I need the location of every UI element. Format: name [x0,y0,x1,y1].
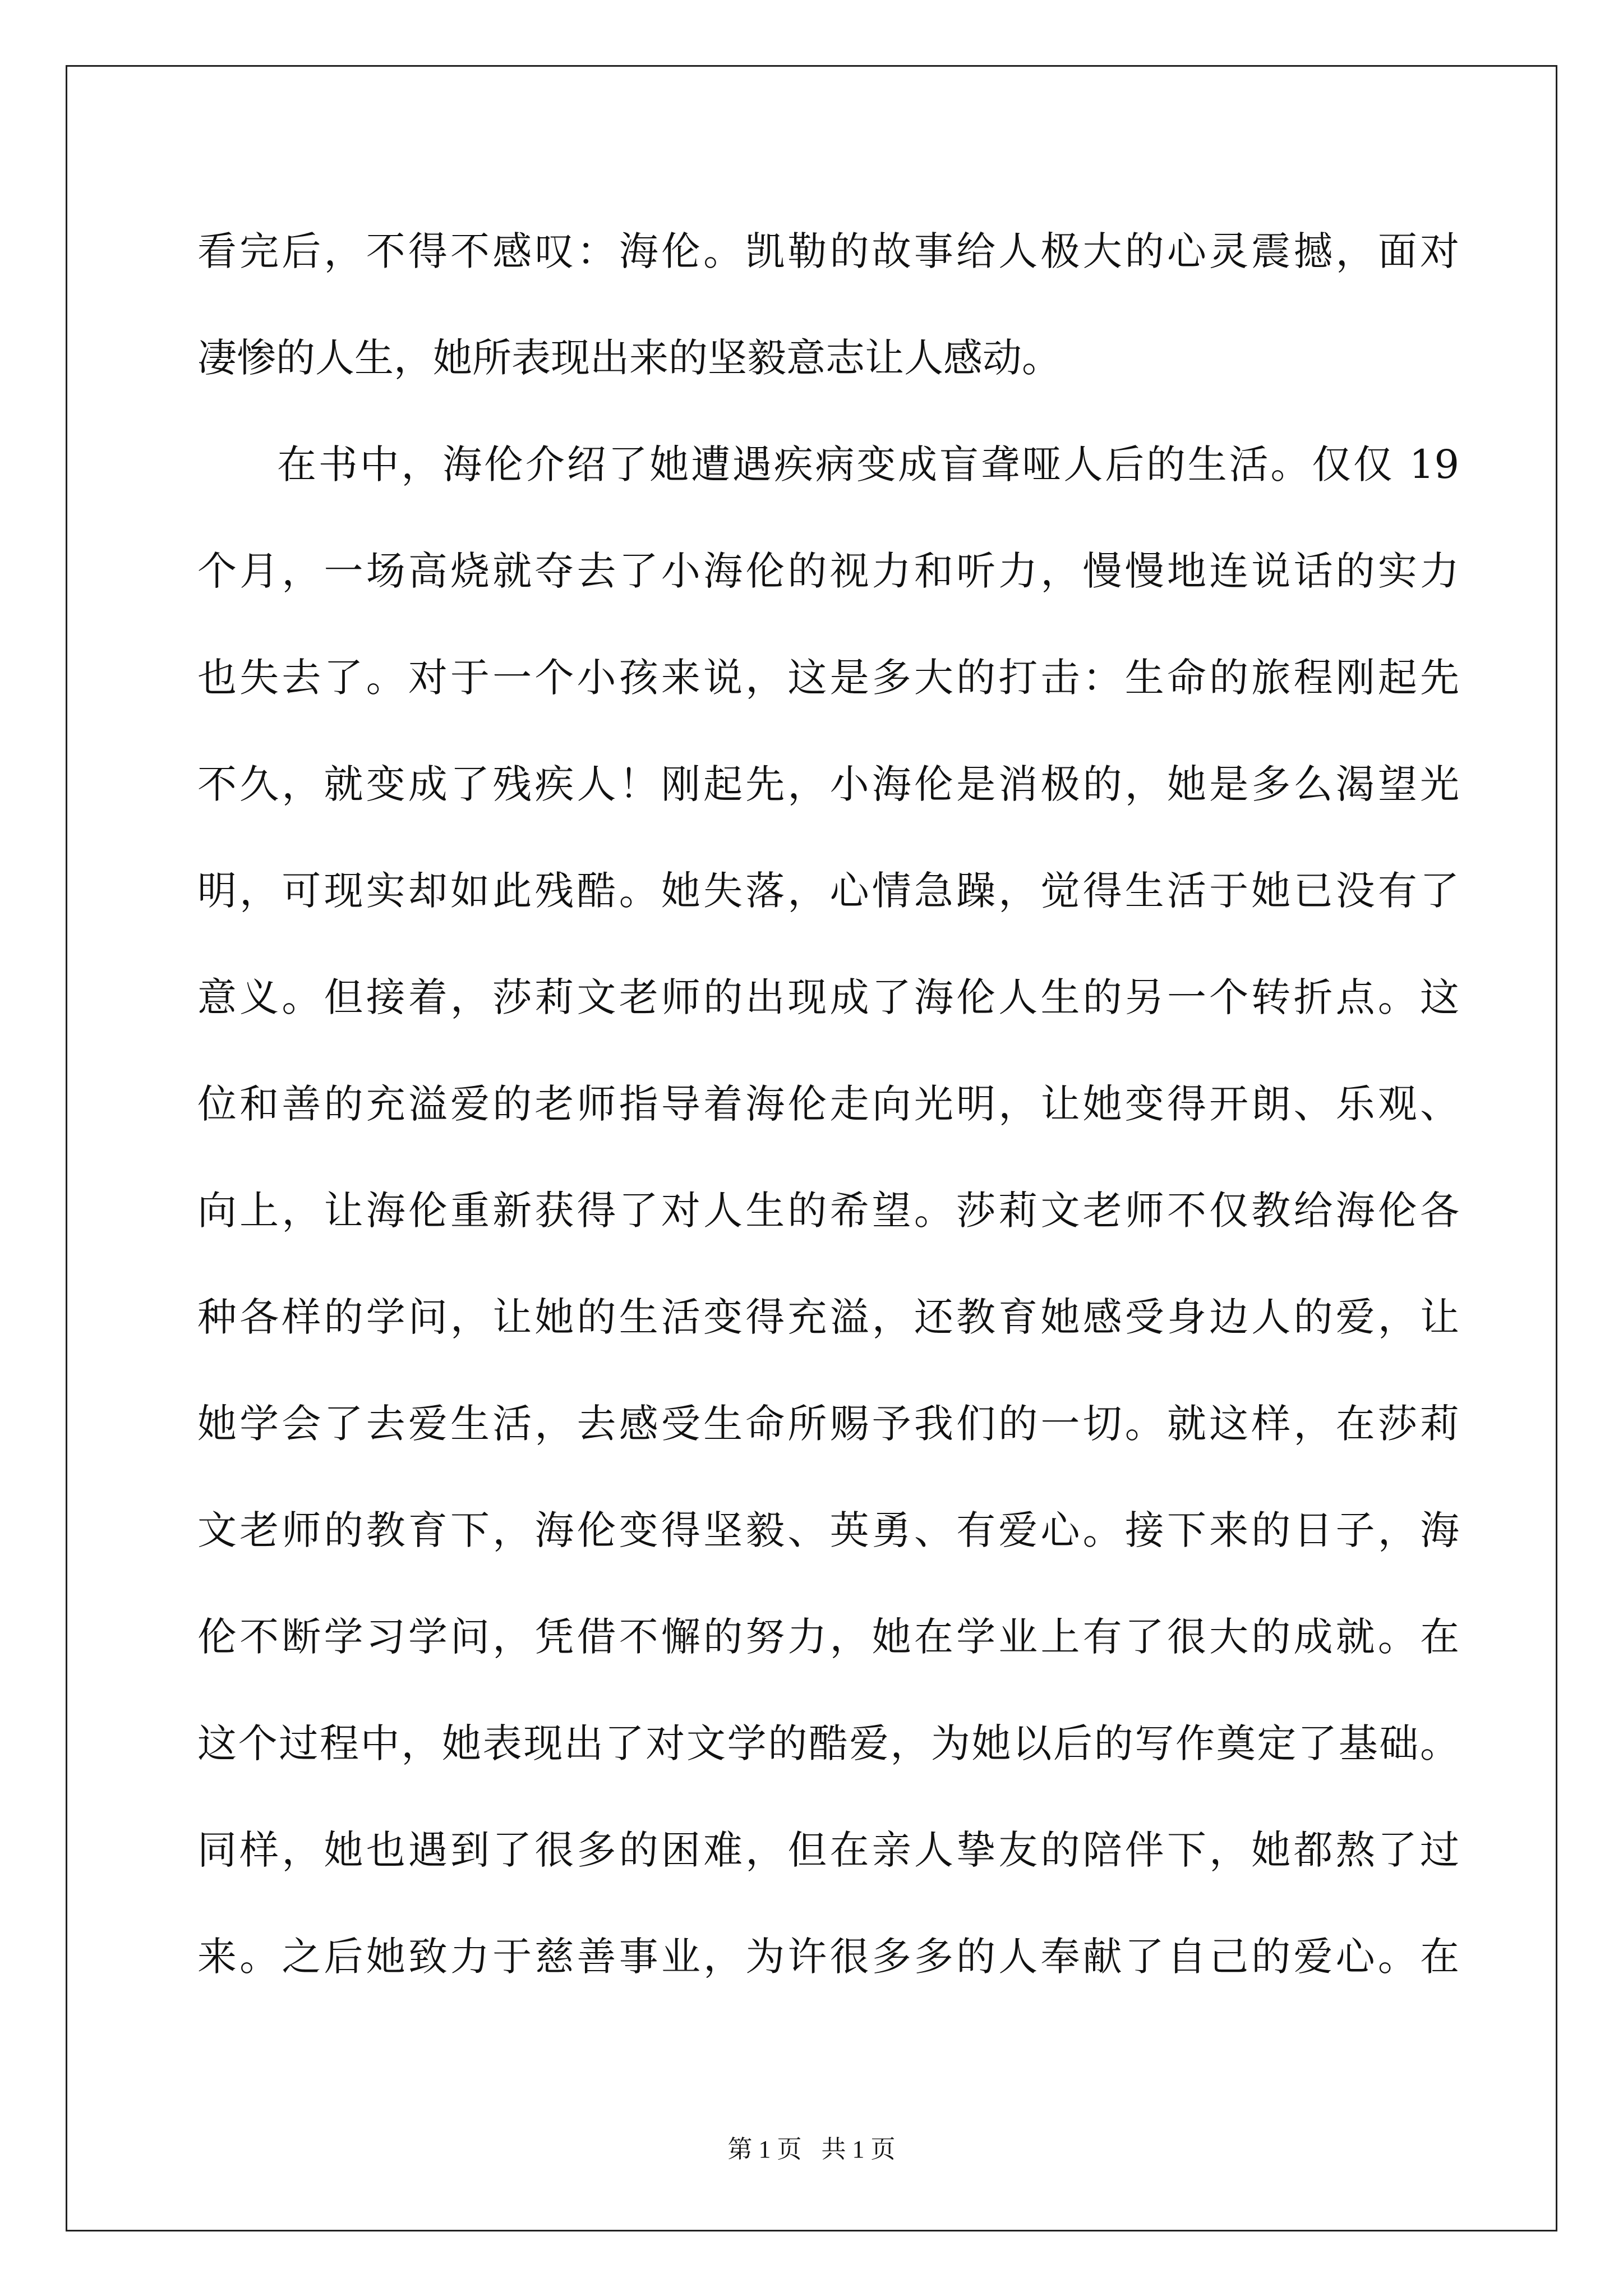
text-line: 明，可现实却如此残酷。她失落，心情急躁，觉得生活于她已没有了 [197,868,1459,914]
text-line: 位和善的充溢爱的老师指导着海伦走向光明，让她变得开朗、乐观、 [197,1081,1459,1127]
text-line: 文老师的教育下，海伦变得坚毅、英勇、有爱心。接下来的日子，海 [197,1507,1459,1553]
text-line: 不久，就变成了残疾人！刚起先，小海伦是消极的，她是多么渴望光 [197,761,1459,807]
text-line: 来。之后她致力于慈善事业，为许很多多的人奉献了自己的爱心。在 [197,1934,1459,1980]
text-line: 意义。但接着，莎莉文老师的出现成了海伦人生的另一个转折点。这 [197,974,1459,1020]
text-line: 个月，一场高烧就夺去了小海伦的视力和听力，慢慢地连说话的实力 [197,548,1459,594]
paragraph-first-line: 在书中，海伦介绍了她遭遇疾病变成盲聋哑人后的生活。仅仅 19 [277,441,1459,487]
page-footer [0,2129,1623,2165]
page-number: 第 1 页 [727,2136,802,2163]
text-line: 同样，她也遇到了很多的困难，但在亲人挚友的陪伴下，她都熬了过 [197,1827,1459,1873]
text-line: 看完后，不得不感叹：海伦。凯勒的故事给人极大的心灵震撼，面对 [197,228,1459,274]
text-line: 伦不断学习学问，凭借不懈的努力，她在学业上有了很大的成就。在 [197,1614,1459,1660]
text-line: 也失去了。对于一个小孩来说，这是多大的打击：生命的旅程刚起先 [197,655,1459,701]
text-line: 凄惨的人生，她所表现出来的坚毅意志让人感动。 [197,335,1061,381]
document-body [197,220,1459,2032]
text-line: 向上，让海伦重新获得了对人生的希望。莎莉文老师不仅教给海伦各 [197,1188,1459,1234]
text-line: 她学会了去爱生活，去感受生命所赐予我们的一切。就这样，在莎莉 [197,1401,1459,1447]
text-line: 这个过程中，她表现出了对文学的酷爱，为她以后的写作奠定了基础。 [197,1720,1459,1766]
text-line: 种各样的学问，让她的生活变得充溢，还教育她感受身边人的爱，让 [197,1294,1459,1340]
page-total: 共 1 页 [821,2136,896,2163]
